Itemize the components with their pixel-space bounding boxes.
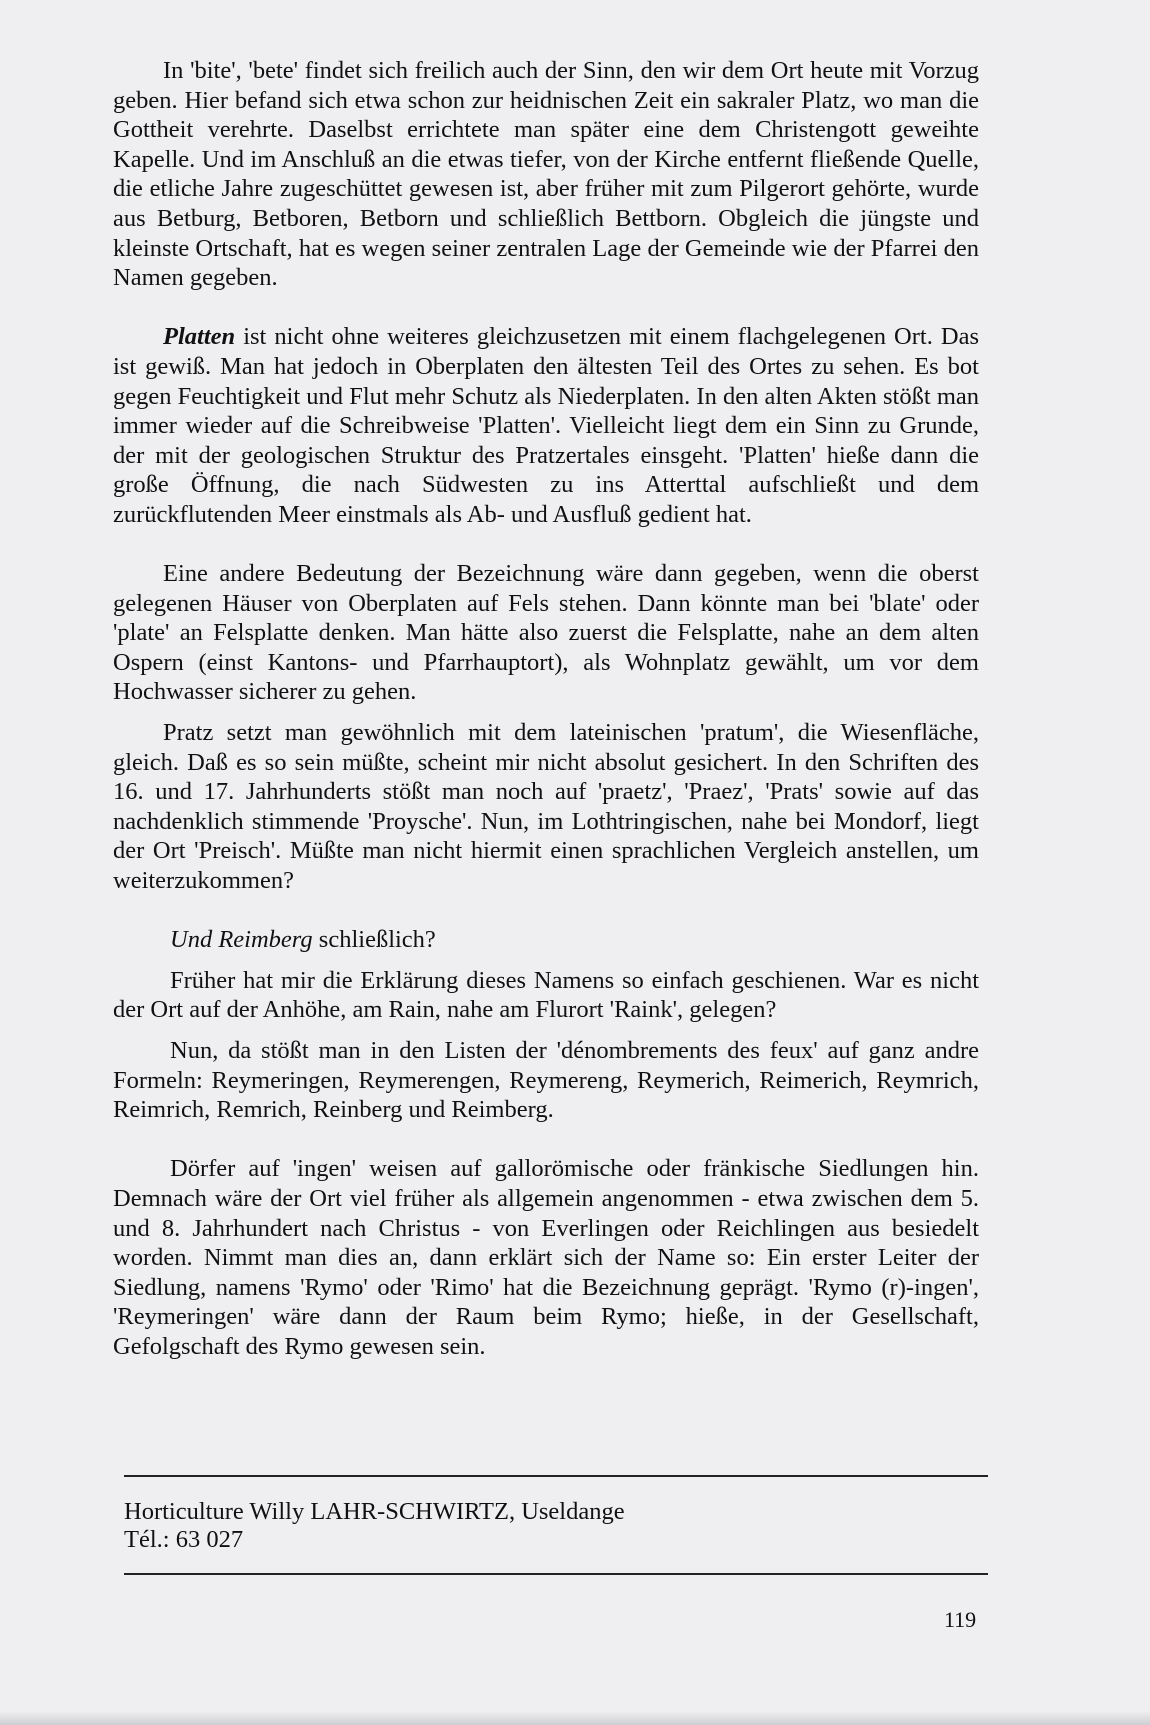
body-text (113, 56, 979, 1362)
advert-phone: Tél.: 63 027 (124, 1526, 244, 1553)
paragraph-pratz (113, 718, 979, 896)
paragraph-text: Früher hat mir die Erklärung dieses Namens so einfach geschienen. War es nicht der Ort auf der Anhöhe, am Rain, nahe am Flurort 'Raink', gelegen? (113, 966, 979, 1024)
page-number: 119 (944, 1607, 977, 1632)
paragraph-platten (113, 322, 979, 529)
paragraph-text: ist nicht ohne weiteres gleichzusetzen mit einem flachgelegenen Ort. Das ist gewiß. Man hat jedoch in Oberplaten den ältesten Teil des Ortes zu sehen. Es bot gegen Feuchtigkeit und Flut mehr Schutz als Niederplaten. In den alten Akten stößt man immer wieder auf die Schreibweise 'Platten'. Vielleicht liegt dem ein Sinn zu Grunde, der mit der geologischen Struktur des Pratzertales einsgeht. 'Platten' hieße dann die große Öffnung, die nach Südwesten zu ins Atterttal aufschließt und dem zurückflutenden Meer einstmals als Ab- und Ausfluß gedient hat. (113, 323, 979, 528)
paragraph-text: schließlich? (312, 926, 436, 954)
paragraph-rain (113, 966, 979, 1025)
advertisement (124, 1498, 625, 1554)
paragraph-reimberg-question (113, 925, 979, 955)
paragraph-felsplatte (113, 559, 979, 707)
paragraph-text: Nun, da stößt man in den Listen der 'dénombrements des feux' auf ganz andre Formeln: Reymeringen, Reymerengen, Reymereng, Reymerich, Reimerich, Reymrich, Reimrich, Remrich, Reinberg und Reimberg. (113, 1037, 979, 1124)
paragraph-text: In 'bite', 'bete' findet sich freilich auch der Sinn, den wir dem Ort heute mit Vorzug geben. Hier befand sich etwa schon zur heidnischen Zeit ein sakraler Platz, wo man die Gottheit verehrte. Daselbst errichtete man später eine dem Christengott geweihte Kapelle. Und im Anschluß an die etwas tiefer, von der Kirche entfernt fließende Quelle, die etliche Jahre zugeschüttet gewesen ist, aber früher mit zum Pilgerort gehörte, wurde aus Betburg, Betboren, Betborn und schließlich Bettborn. Obgleich die jüngste und kleinste Ortschaft, hat es wegen seiner zentralen Lage der Gemeinde wie der Pfarrei den Namen gegeben. (113, 57, 979, 292)
advert-top-rule (124, 1475, 988, 1477)
paragraph-text: Pratz setzt man gewöhnlich mit dem lateinischen 'pratum', die Wiesenfläche, gleich. Daß es so sein müßte, scheint mir nicht absolut gesichert. In den Schriften des 16. und 17. Jahrhunderts stößt man noch auf 'praetz', 'Praez', 'Prats' sowie auf das nachdenklich stimmende 'Proysche'. Nun, im Lothtringischen, nahe bei Mondorf, liegt der Ort 'Preisch'. Müßte man nicht hiermit einen sprachlichen Vergleich anstellen, um weiterzukommen? (113, 719, 979, 895)
paragraph-denombrements (113, 1036, 979, 1125)
page-edge-shadow (0, 1711, 1150, 1725)
keyword-platten: Platten (163, 323, 236, 351)
advert-name: Horticulture Willy LAHR-SCHWIRTZ, Useldange (124, 1498, 625, 1525)
keyword-reimberg: Und Reimberg (170, 926, 313, 954)
paragraph-bettborn (113, 56, 979, 293)
paragraph-ingen (113, 1154, 979, 1361)
paragraph-text: Dörfer auf 'ingen' weisen auf gallorömische oder fränkische Siedlungen hin. Demnach wäre der Ort viel früher als allgemein angenommen - etwa zwischen dem 5. und 8. Jahrhundert nach Christus - von Everlingen oder Reichlingen aus besiedelt worden. Nimmt man dies an, dann erklärt sich der Name so: Ein erster Leiter der Siedlung, namens 'Rymo' oder 'Rimo' hat die Bezeichnung geprägt. 'Rymo (r)-ingen', 'Reymeringen' wäre dann der Raum beim Rymo; hieße, in der Gesellschaft, Gefolgschaft des Rymo gewesen sein. (113, 1155, 979, 1360)
paragraph-text: Eine andere Bedeutung der Bezeichnung wäre dann gegeben, wenn die oberst gelegenen Häuser von Oberplaten auf Fels stehen. Dann könnte man bei 'blate' oder 'plate' an Felsplatte denken. Man hätte also zuerst die Felsplatte, nahe an dem alten Ospern (einst Kantons- und Pfarrhauptort), als Wohnplatz gewählt, um vor dem Hochwasser sicherer zu gehen. (113, 560, 979, 706)
advert-bottom-rule (124, 1573, 988, 1575)
